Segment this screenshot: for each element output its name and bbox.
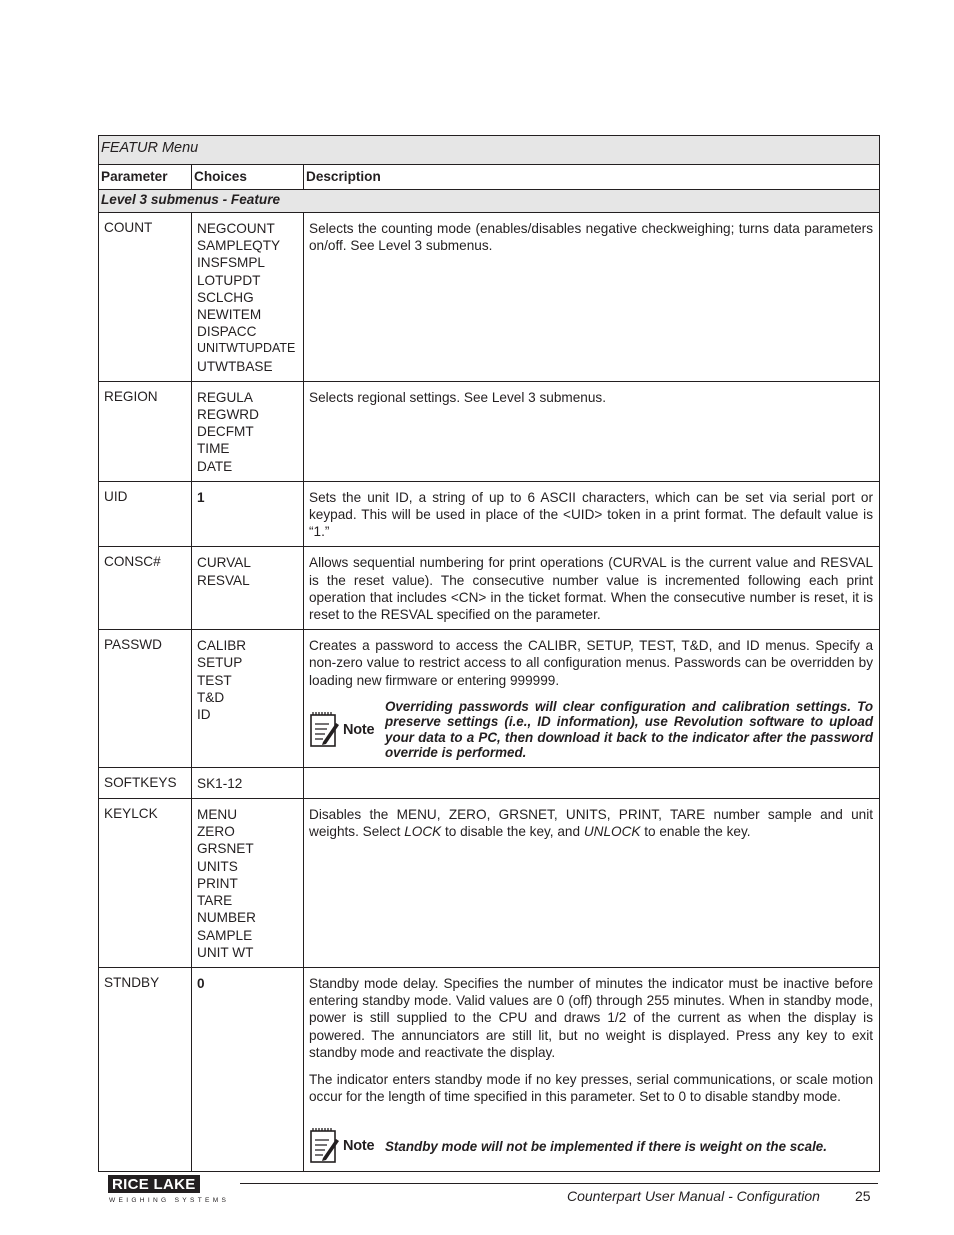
parameter-consc: CONSC# xyxy=(99,547,192,630)
note-label: Note xyxy=(343,721,375,738)
description-text: The indicator enters standby mode if no key presses, serial communications, or scale motion occur for the length of time specified in this parameter. Set to 0 to disable standby mode. xyxy=(309,1071,874,1105)
choice-item: NEWITEM xyxy=(197,307,262,323)
choice-item: UTWTBASE xyxy=(197,358,273,374)
note-box xyxy=(309,699,873,761)
choice-item: INSFSMPL xyxy=(197,255,265,271)
description-part: to enable the key. xyxy=(640,824,751,840)
table-row xyxy=(99,381,880,481)
choices-softkeys xyxy=(192,767,304,798)
table-row xyxy=(99,767,880,798)
choice-item: DISPACC xyxy=(197,324,257,340)
description-stndby xyxy=(304,967,880,1171)
choice-item: REGWRD xyxy=(197,407,259,423)
choice-item: ID xyxy=(197,707,211,723)
description-text: Creates a password to access the CALIBR, SETUP, TEST, T&D, and ID menus. Specify a non-zero value to restrict access to all configuration menus. Passwords can be overridden by loading new firmware or entering 999999. xyxy=(309,638,874,688)
note-label: Note xyxy=(343,1138,375,1155)
table-row xyxy=(99,213,880,382)
description-consc xyxy=(304,547,880,630)
table-row xyxy=(99,481,880,547)
choice-item: CURVAL xyxy=(197,555,251,571)
choices-region xyxy=(192,381,304,481)
logo-tagline: WEIGHING SYSTEMS xyxy=(109,1197,230,1204)
note-text: Standby mode will not be implemented if there is weight on the scale. xyxy=(385,1138,827,1154)
choice-item: NEGCOUNT xyxy=(197,221,275,236)
description-softkeys xyxy=(304,767,880,798)
parameter-region: REGION xyxy=(99,381,192,481)
description-part: Disables the MENU, ZERO, GRSNET, UNITS, PRINT, TARE number sample and unit weights. Select xyxy=(309,807,874,840)
note-text: Overriding passwords will clear configuration and calibration settings. To preserve settings (i.e., ID information), use Revolution software to upload your data to a PC, then download it back to the indicator after the password override is performed. xyxy=(385,698,874,761)
note-box xyxy=(309,1127,873,1165)
choices-count xyxy=(192,213,304,382)
choice-item: TARE xyxy=(197,893,233,909)
choice-item: UNITS xyxy=(197,858,238,874)
description-text xyxy=(309,806,873,840)
choice-item: DECFMT xyxy=(197,424,254,440)
table-row xyxy=(99,967,880,1171)
choice-item: SCLCHG xyxy=(197,289,254,305)
choice-item: 0 xyxy=(197,975,205,991)
choice-item: ZERO xyxy=(197,824,235,840)
featur-menu-table xyxy=(98,135,880,1172)
unlock-keyword: UNLOCK xyxy=(583,824,641,840)
choice-item: GRSNET xyxy=(197,841,254,857)
description-text: Selects regional settings. See Level 3 submenus. xyxy=(309,389,606,405)
choice-item: UNIT WT xyxy=(197,944,254,960)
description-text: Standby mode delay. Specifies the number of minutes the indicator must be inactive before entering standby mode. Valid values are 0 (off) through 255 minutes. When in standby mode, power is still supplied to the CPU and draws 1/2 of the current as when the display is powered. The annunciators are still lit, but no weight is displayed. Press any key to exit standby mode and reactivate the display. xyxy=(309,975,874,1060)
choice-item: T&D xyxy=(197,689,225,705)
description-region xyxy=(304,381,880,481)
table-row xyxy=(99,799,880,968)
choices-keylck xyxy=(192,799,304,968)
table-row xyxy=(99,547,880,630)
description-count xyxy=(304,213,880,382)
parameter-passwd: PASSWD xyxy=(99,630,192,768)
choice-item: CALIBR xyxy=(197,638,247,654)
choices-consc xyxy=(192,547,304,630)
choices-stndby xyxy=(192,967,304,1171)
choice-item: LOTUPDT xyxy=(197,272,261,288)
description-keylck xyxy=(304,799,880,968)
lock-keyword: LOCK xyxy=(404,824,442,840)
logo-wordmark: RICE LAKE xyxy=(108,1175,200,1193)
choices-passwd xyxy=(192,630,304,768)
description-text: Sets the unit ID, a string of up to 6 ASCII characters, which can be set via serial port or keypad. This will be used in place of the <UID> token in a print format. The default value is “1.” xyxy=(309,489,874,540)
choice-item: UNITWTUPDATE xyxy=(197,341,296,356)
table-row xyxy=(99,630,880,768)
section-heading: Level 3 submenus - Feature xyxy=(99,190,880,213)
choice-item: NUMBER xyxy=(197,910,256,926)
header-parameter: Parameter xyxy=(99,165,192,190)
footer-divider xyxy=(240,1183,878,1184)
choice-item: SAMPLE xyxy=(197,927,253,943)
parameter-count: COUNT xyxy=(99,213,192,382)
choice-item: RESVAL xyxy=(197,572,250,588)
description-text: Allows sequential numbering for print operations (CURVAL is the current value and RESVAL is the reset value). The consecutive number value is incremented following each print operation that includes <CN> in the ticket format. When the consecutive number is reset, it is reset to the RESVAL specified on the parameter. xyxy=(309,555,874,623)
rice-lake-logo xyxy=(108,1175,238,1207)
choice-item: TEST xyxy=(197,672,232,688)
description-text: Selects the counting mode (enables/disables negative checkweighing; turns data parameters on/off. See Level 3 submenus. xyxy=(309,221,874,254)
note-icon xyxy=(309,1127,385,1165)
choice-item: SK1-12 xyxy=(197,775,243,791)
choice-item: REGULA xyxy=(197,389,253,405)
parameter-stndby: STNDBY xyxy=(99,967,192,1171)
choice-item: MENU xyxy=(197,807,238,823)
description-part: to disable the key, and xyxy=(441,824,584,840)
note-icon xyxy=(309,711,385,749)
choice-item: 1 xyxy=(197,489,205,505)
header-description: Description xyxy=(304,165,880,190)
parameter-keylck: KEYLCK xyxy=(99,799,192,968)
notepad-pencil-icon xyxy=(309,1127,341,1165)
parameter-uid: UID xyxy=(99,481,192,547)
choice-item: DATE xyxy=(197,458,233,474)
choice-item: TIME xyxy=(197,441,230,457)
choice-item: PRINT xyxy=(197,875,238,891)
header-choices: Choices xyxy=(192,165,304,190)
choice-item: SETUP xyxy=(197,655,243,671)
parameter-softkeys: SOFTKEYS xyxy=(99,767,192,798)
page-number: 25 xyxy=(855,1188,871,1204)
footer-title: Counterpart User Manual - Configuration xyxy=(567,1188,820,1204)
description-passwd xyxy=(304,630,880,768)
notepad-pencil-icon xyxy=(309,711,341,749)
table-title: FEATUR Menu xyxy=(99,136,880,165)
description-uid xyxy=(304,481,880,547)
choices-uid xyxy=(192,481,304,547)
choice-item: SAMPLEQTY xyxy=(197,238,281,254)
